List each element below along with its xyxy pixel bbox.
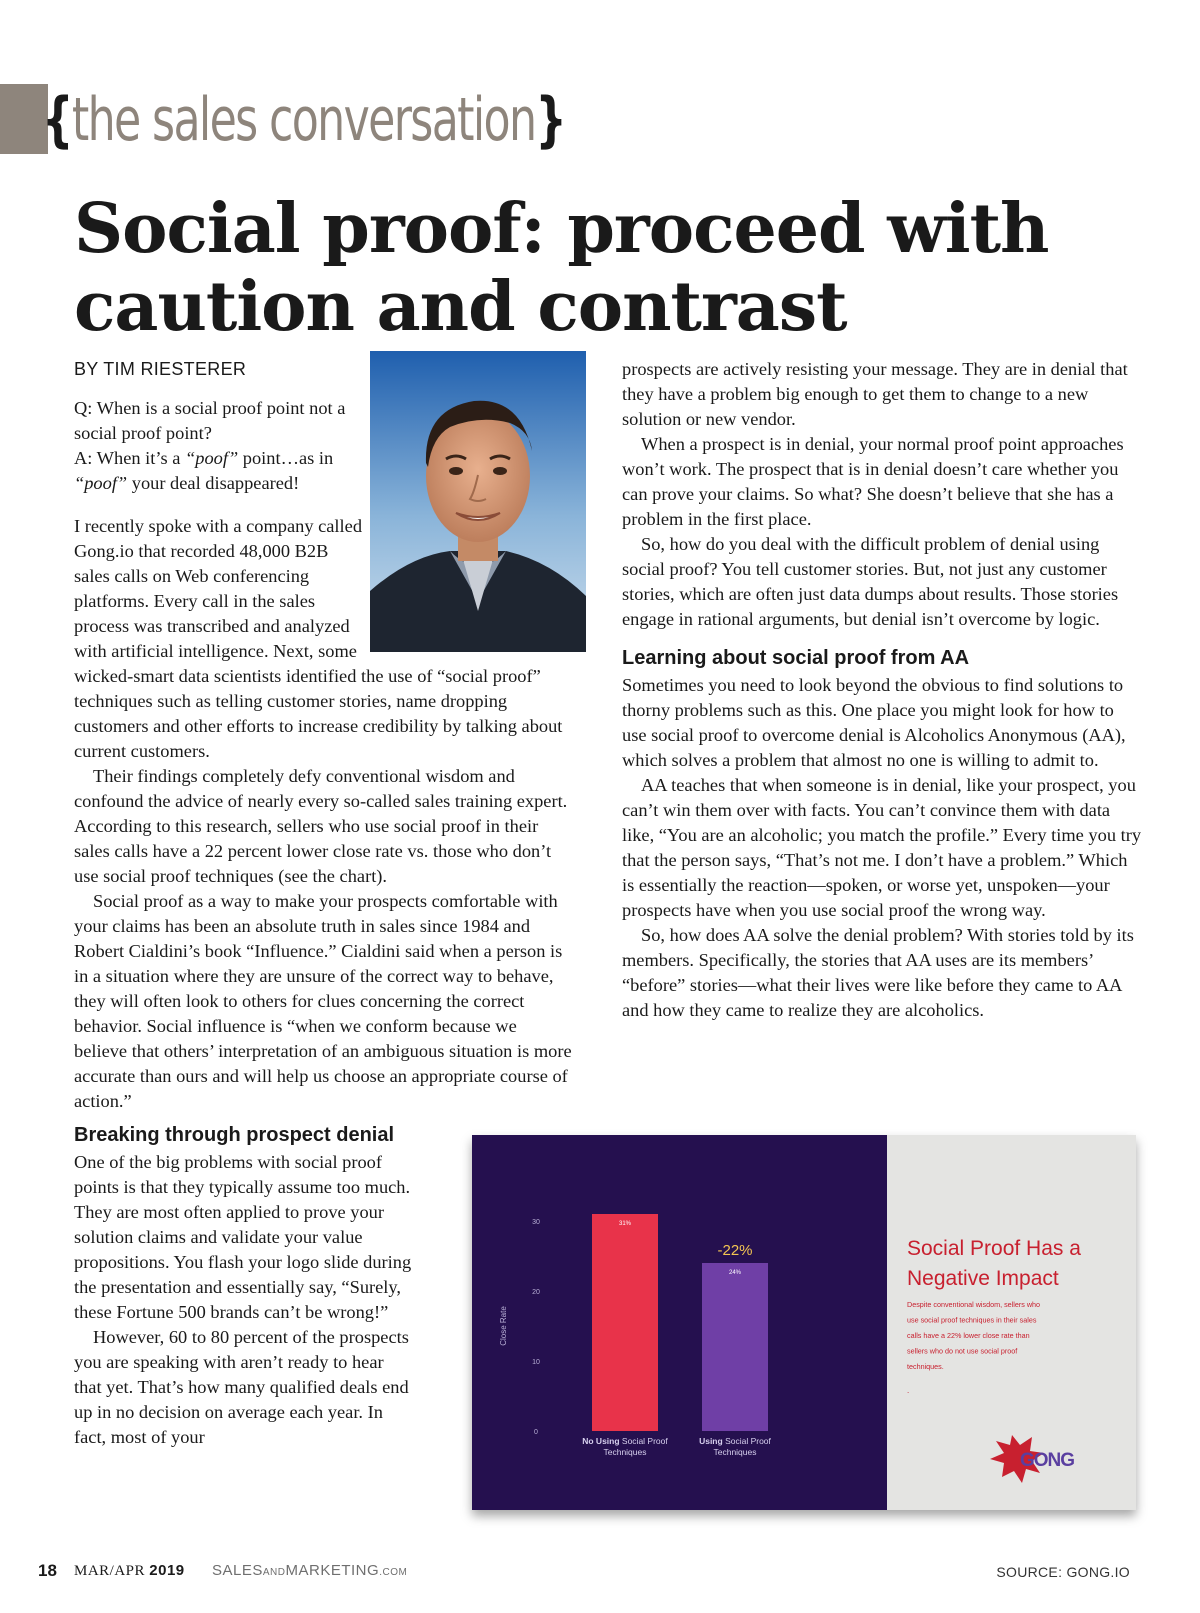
bar-value-label: 31% bbox=[618, 1221, 632, 1227]
side-text-line: sellers who do not use social proof bbox=[907, 1346, 1018, 1356]
mag-part: AND bbox=[262, 1567, 286, 1578]
side-dot: . bbox=[907, 1386, 910, 1395]
subhead-prospect-denial: Breaking through prospect denial bbox=[74, 1124, 395, 1146]
page-number: 18 bbox=[38, 1561, 57, 1580]
category-label bbox=[582, 1436, 668, 1446]
paragraph: One of the big problems with social proof points is that they typically assume too much. They are most often applied to prove your solution claims and validate your value propositions. You flash your logo slide during the presentation and essentially say, “Surely, these Fortune 500 brands can’t be wrong!” bbox=[74, 1152, 412, 1322]
column-1-body bbox=[74, 514, 574, 1114]
paragraph: However, 60 to 80 percent of the prospects you are speaking with aren’t ready to hear that yet. That’s how many qualified deals end up in no decision on average each year. In fact, most of your bbox=[74, 1327, 409, 1447]
paragraph: I recently spoke with a company called Gong.io that recorded 48,000 B2B sales calls on Web conferencing platforms. Every call in the sales process was transcribed and analyzed with artificial intelligence. Next, some wicked-smart data scientists identified the use of “social proof” techniques such as telling customer stories, name dropping customers and other efforts to increase credibility by talking about current customers. bbox=[74, 516, 563, 761]
paragraph: Sometimes you need to look beyond the obvious to find solutions to thorny problems such as this. One place you might look for how to use social proof to overcome denial is Alcoholics Anonymous (AA), which solves a problem that almost no one is willing to admit to. bbox=[622, 675, 1126, 770]
section-title-text: the sales conversation bbox=[71, 85, 536, 155]
category-label-bold: Using bbox=[699, 1436, 723, 1446]
chart-source: SOURCE: GONG.IO bbox=[996, 1564, 1130, 1580]
close-brace: } bbox=[535, 85, 566, 155]
side-text-line: techniques. bbox=[907, 1362, 944, 1371]
bar-no-social-proof bbox=[592, 1214, 658, 1431]
side-text-line: calls have a 22% lower close rate than bbox=[907, 1331, 1030, 1340]
qa-question: Q: When is a social proof point not a social proof point? bbox=[74, 398, 346, 443]
side-text-line: use social proof techniques in their sales bbox=[907, 1315, 1037, 1325]
section-color-bar bbox=[0, 84, 48, 154]
y-tick-label: 0 bbox=[534, 1429, 538, 1436]
category-label bbox=[699, 1436, 771, 1446]
paragraph: So, how does AA solve the denial problem? With stories told by its members. Specifically, the stories that AA uses are its members’ “before” stories—what their lives were like before they came to AA and how they came to realize they are alcoholics. bbox=[622, 925, 1134, 1020]
paragraph: When a prospect is in denial, your normal proof point approaches won’t work. The prospect that is in denial doesn’t care whether you can prove your claims. So what? She doesn’t believe that she has a problem in the first place. bbox=[622, 434, 1124, 529]
mag-part: .COM bbox=[379, 1567, 408, 1578]
category-label-rest: Social Proof bbox=[722, 1436, 771, 1446]
qa-answer-suffix: your deal disappeared! bbox=[127, 473, 300, 493]
paragraph: AA teaches that when someone is in denial, like your prospect, you can’t win them over with facts. You can’t convince them with data like, “You are an alcoholic; you match the profile.” Every time you try that the person says, “That’s not me. I don’t have a problem.” Which is essentially the reaction—spoken, or worse yet, unspoken—your prospects have when you use social proof the wrong way. bbox=[622, 775, 1142, 920]
photo-float-spacer bbox=[364, 514, 574, 644]
qa-answer-prefix: A: When it’s a bbox=[74, 448, 186, 468]
category-label-line2: Techniques bbox=[713, 1447, 757, 1457]
category-label-line2: Techniques bbox=[603, 1447, 647, 1457]
side-title-line2: Negative Impact bbox=[907, 1267, 1059, 1290]
category-label-bold: No Using bbox=[582, 1436, 620, 1446]
qa-answer-mid: point…as in bbox=[238, 448, 334, 468]
subhead-learning-aa: Learning about social proof from AA bbox=[622, 647, 970, 669]
issue-month: MAR/APR bbox=[74, 1563, 150, 1579]
issue-date bbox=[74, 1562, 185, 1580]
gong-logo-text: GONG bbox=[1020, 1450, 1075, 1471]
column-1-lower bbox=[74, 1121, 414, 1450]
y-tick-label: 20 bbox=[532, 1289, 540, 1296]
side-title-line1: Social Proof Has a bbox=[907, 1237, 1081, 1260]
article-headline: Social proof: proceed with caution and contrast bbox=[74, 189, 1049, 347]
mag-part: MARKETING bbox=[285, 1562, 380, 1579]
open-brace: { bbox=[42, 85, 72, 155]
y-tick-label: 10 bbox=[532, 1359, 540, 1366]
paragraph: Social proof as a way to make your prospects comfortable with your claims has been an absolute truth in sales since 1984 and Robert Cialdini’s book “Influence.” Cialdini said when a person is in a situation where they are unsure of the correct way to behave, they will often look to others for clues concerning the correct behavior. Social influence is “when we conform because we believe that others’ interpretation of an ambiguous situation is more accurate than ours and will help us choose an appropriate course of action.” bbox=[74, 891, 572, 1111]
bar-social-proof bbox=[702, 1263, 768, 1431]
section-title bbox=[42, 80, 565, 160]
y-axis-label: Close Rate bbox=[499, 1306, 508, 1346]
bar-value-label: 24% bbox=[728, 1270, 742, 1276]
paragraph: Their findings completely defy conventional wisdom and confound the advice of nearly every so-called sales training expert. According to this research, sellers who use social proof in their sales calls have a 22 percent lower close rate vs. those who don’t use social proof techniques (see the chart). bbox=[74, 766, 568, 886]
delta-label: -22% bbox=[717, 1242, 753, 1259]
mag-part: SALES bbox=[212, 1562, 263, 1579]
category-label-rest: Social Proof bbox=[619, 1436, 668, 1446]
paragraph: So, how do you deal with the difficult problem of denial using social proof? You tell customer stories. But, not just any customer stories, which are often just data dumps about results. Those stories engage in rational arguments, but denial isn’t overcome by logic. bbox=[622, 534, 1119, 629]
paragraph: prospects are actively resisting your message. They are in denial that they have a problem big enough to get them to change to a new solution or new vendor. bbox=[622, 359, 1128, 429]
issue-year: 2019 bbox=[149, 1562, 185, 1579]
column-2-body bbox=[622, 357, 1142, 1023]
y-tick-label: 30 bbox=[532, 1219, 540, 1226]
byline: BY TIM RIESTERER bbox=[74, 359, 247, 379]
chart-plot-background bbox=[472, 1135, 887, 1510]
magazine-name bbox=[212, 1562, 407, 1579]
qa-answer-poof-2: “poof” bbox=[74, 473, 128, 493]
chart-panel bbox=[472, 1135, 1136, 1510]
qa-answer bbox=[74, 446, 354, 496]
qa-intro bbox=[74, 396, 354, 496]
side-text-line: Despite conventional wisdom, sellers who bbox=[907, 1300, 1041, 1309]
close-rate-chart bbox=[472, 1135, 1136, 1510]
qa-answer-poof-1: “poof” bbox=[185, 448, 239, 468]
